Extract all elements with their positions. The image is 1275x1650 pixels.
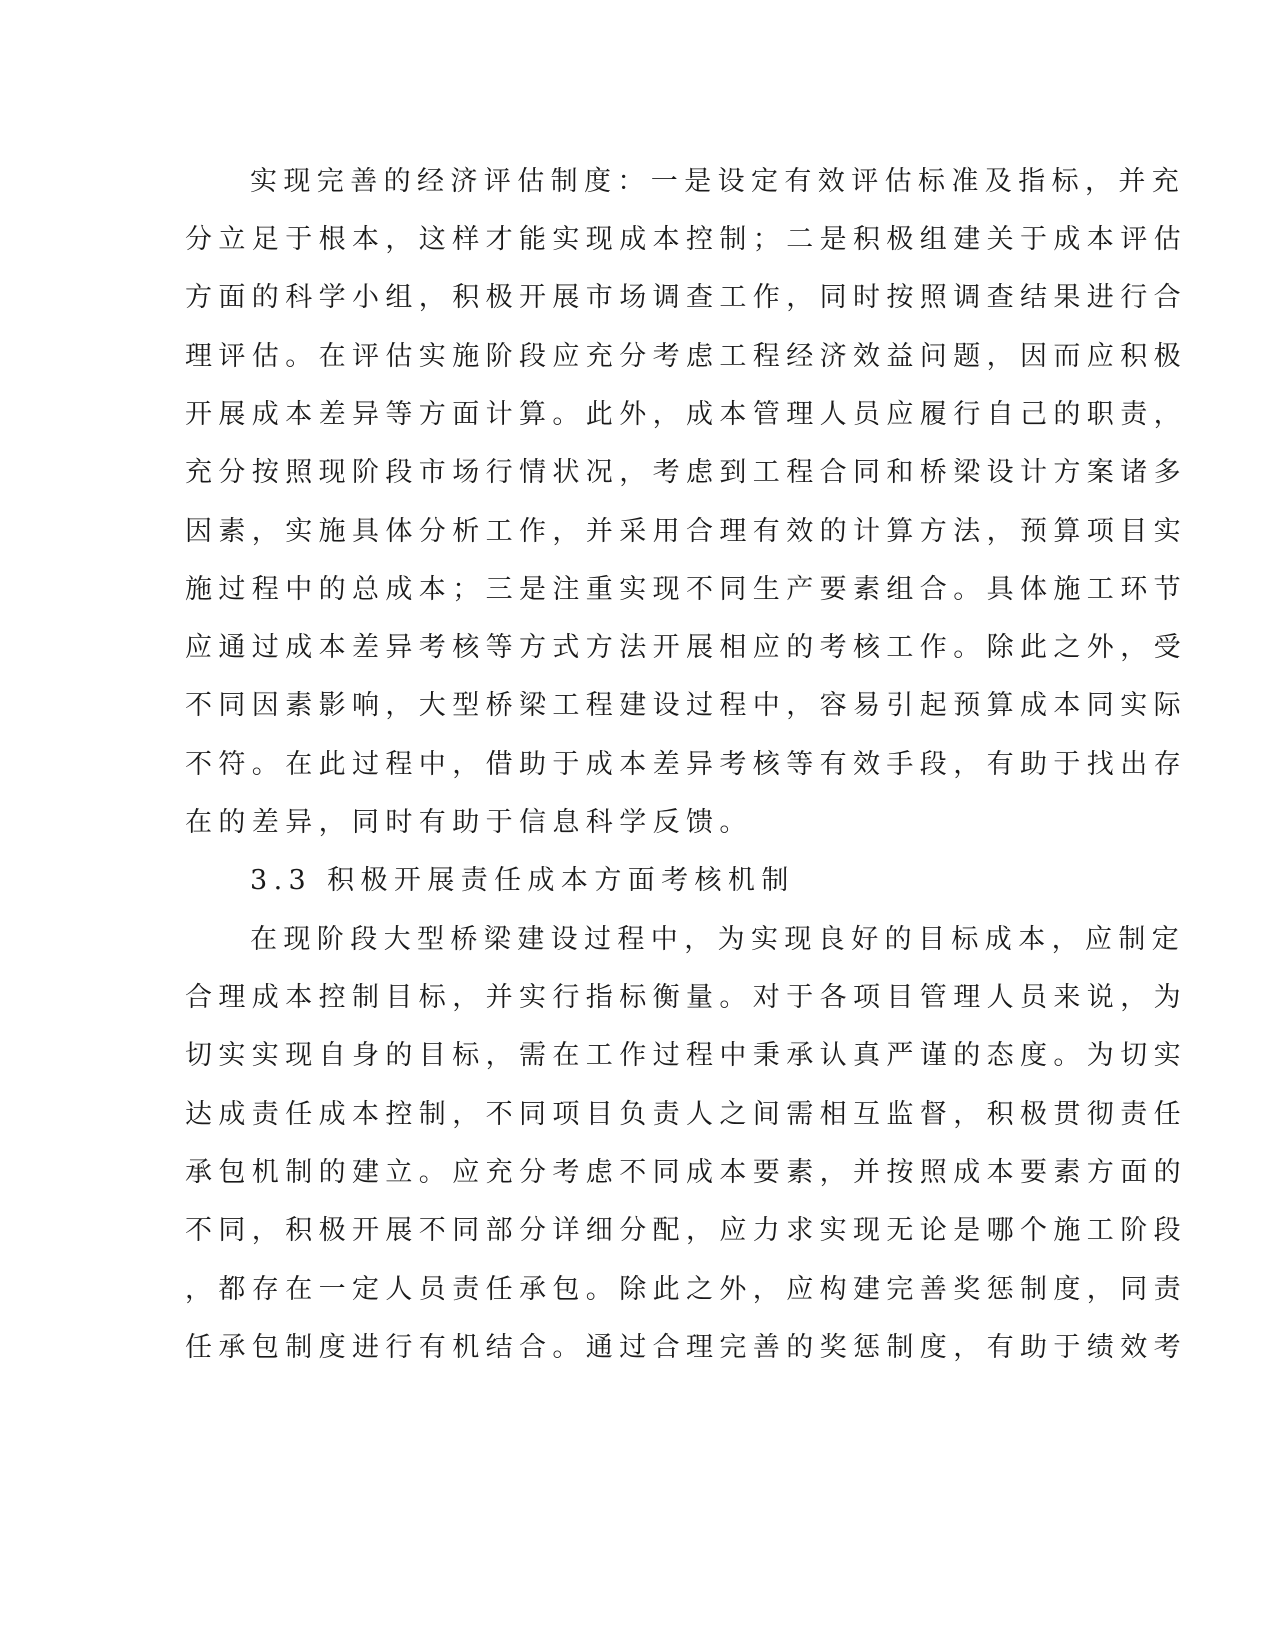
paragraph-line: 在现阶段大型桥梁建设过程中，为实现良好的目标成本，应制定	[250, 924, 1186, 955]
paragraph-line: 应通过成本差异考核等方式方法开展相应的考核工作。除此之外，受	[185, 632, 1187, 663]
paragraph-line: 不同因素影响，大型桥梁工程建设过程中，容易引起预算成本同实际	[185, 690, 1187, 721]
paragraph-line: 因素，实施具体分析工作，并采用合理有效的计算方法，预算项目实	[185, 516, 1187, 547]
paragraph-line: 承包机制的建立。应充分考虑不同成本要素，并按照成本要素方面的	[185, 1157, 1187, 1188]
paragraph-line: 不符。在此过程中，借助于成本差异考核等有效手段，有助于找出存	[185, 749, 1187, 780]
paragraph-line: 达成责任成本控制，不同项目负责人之间需相互监督，积极贯彻责任	[185, 1099, 1187, 1130]
paragraph-line: ，都存在一定人员责任承包。除此之外，应构建完善奖惩制度，同责	[185, 1274, 1187, 1305]
paragraph-line: 理评估。在评估实施阶段应充分考虑工程经济效益问题，因而应积极	[185, 341, 1187, 372]
paragraph-line: 合理成本控制目标，并实行指标衡量。对于各项目管理人员来说，为	[185, 982, 1187, 1013]
paragraph-line: 施过程中的总成本；三是注重实现不同生产要素组合。具体施工环节	[185, 574, 1187, 605]
paragraph-line: 分立足于根本，这样才能实现成本控制；二是积极组建关于成本评估	[185, 224, 1187, 255]
paragraph-line: 任承包制度进行有机结合。通过合理完善的奖惩制度，有助于绩效考	[185, 1332, 1187, 1363]
paragraph-line: 不同，积极开展不同部分详细分配，应力求实现无论是哪个施工阶段	[185, 1215, 1187, 1246]
paragraph-line: 在的差异，同时有助于信息科学反馈。	[185, 807, 753, 838]
paragraph-line: 充分按照现阶段市场行情状况，考虑到工程合同和桥梁设计方案诸多	[185, 457, 1187, 488]
paragraph-line: 方面的科学小组，积极开展市场调查工作，同时按照调查结果进行合	[185, 282, 1187, 313]
paragraph-line: 实现完善的经济评估制度：一是设定有效评估标准及指标，并充	[250, 166, 1186, 197]
paragraph-line: 切实实现自身的目标，需在工作过程中秉承认真严谨的态度。为切实	[185, 1040, 1187, 1071]
paragraph-line: 开展成本差异等方面计算。此外，成本管理人员应履行自己的职责，	[185, 399, 1187, 430]
section-heading: 3.3 积极开展责任成本方面考核机制	[250, 865, 795, 896]
